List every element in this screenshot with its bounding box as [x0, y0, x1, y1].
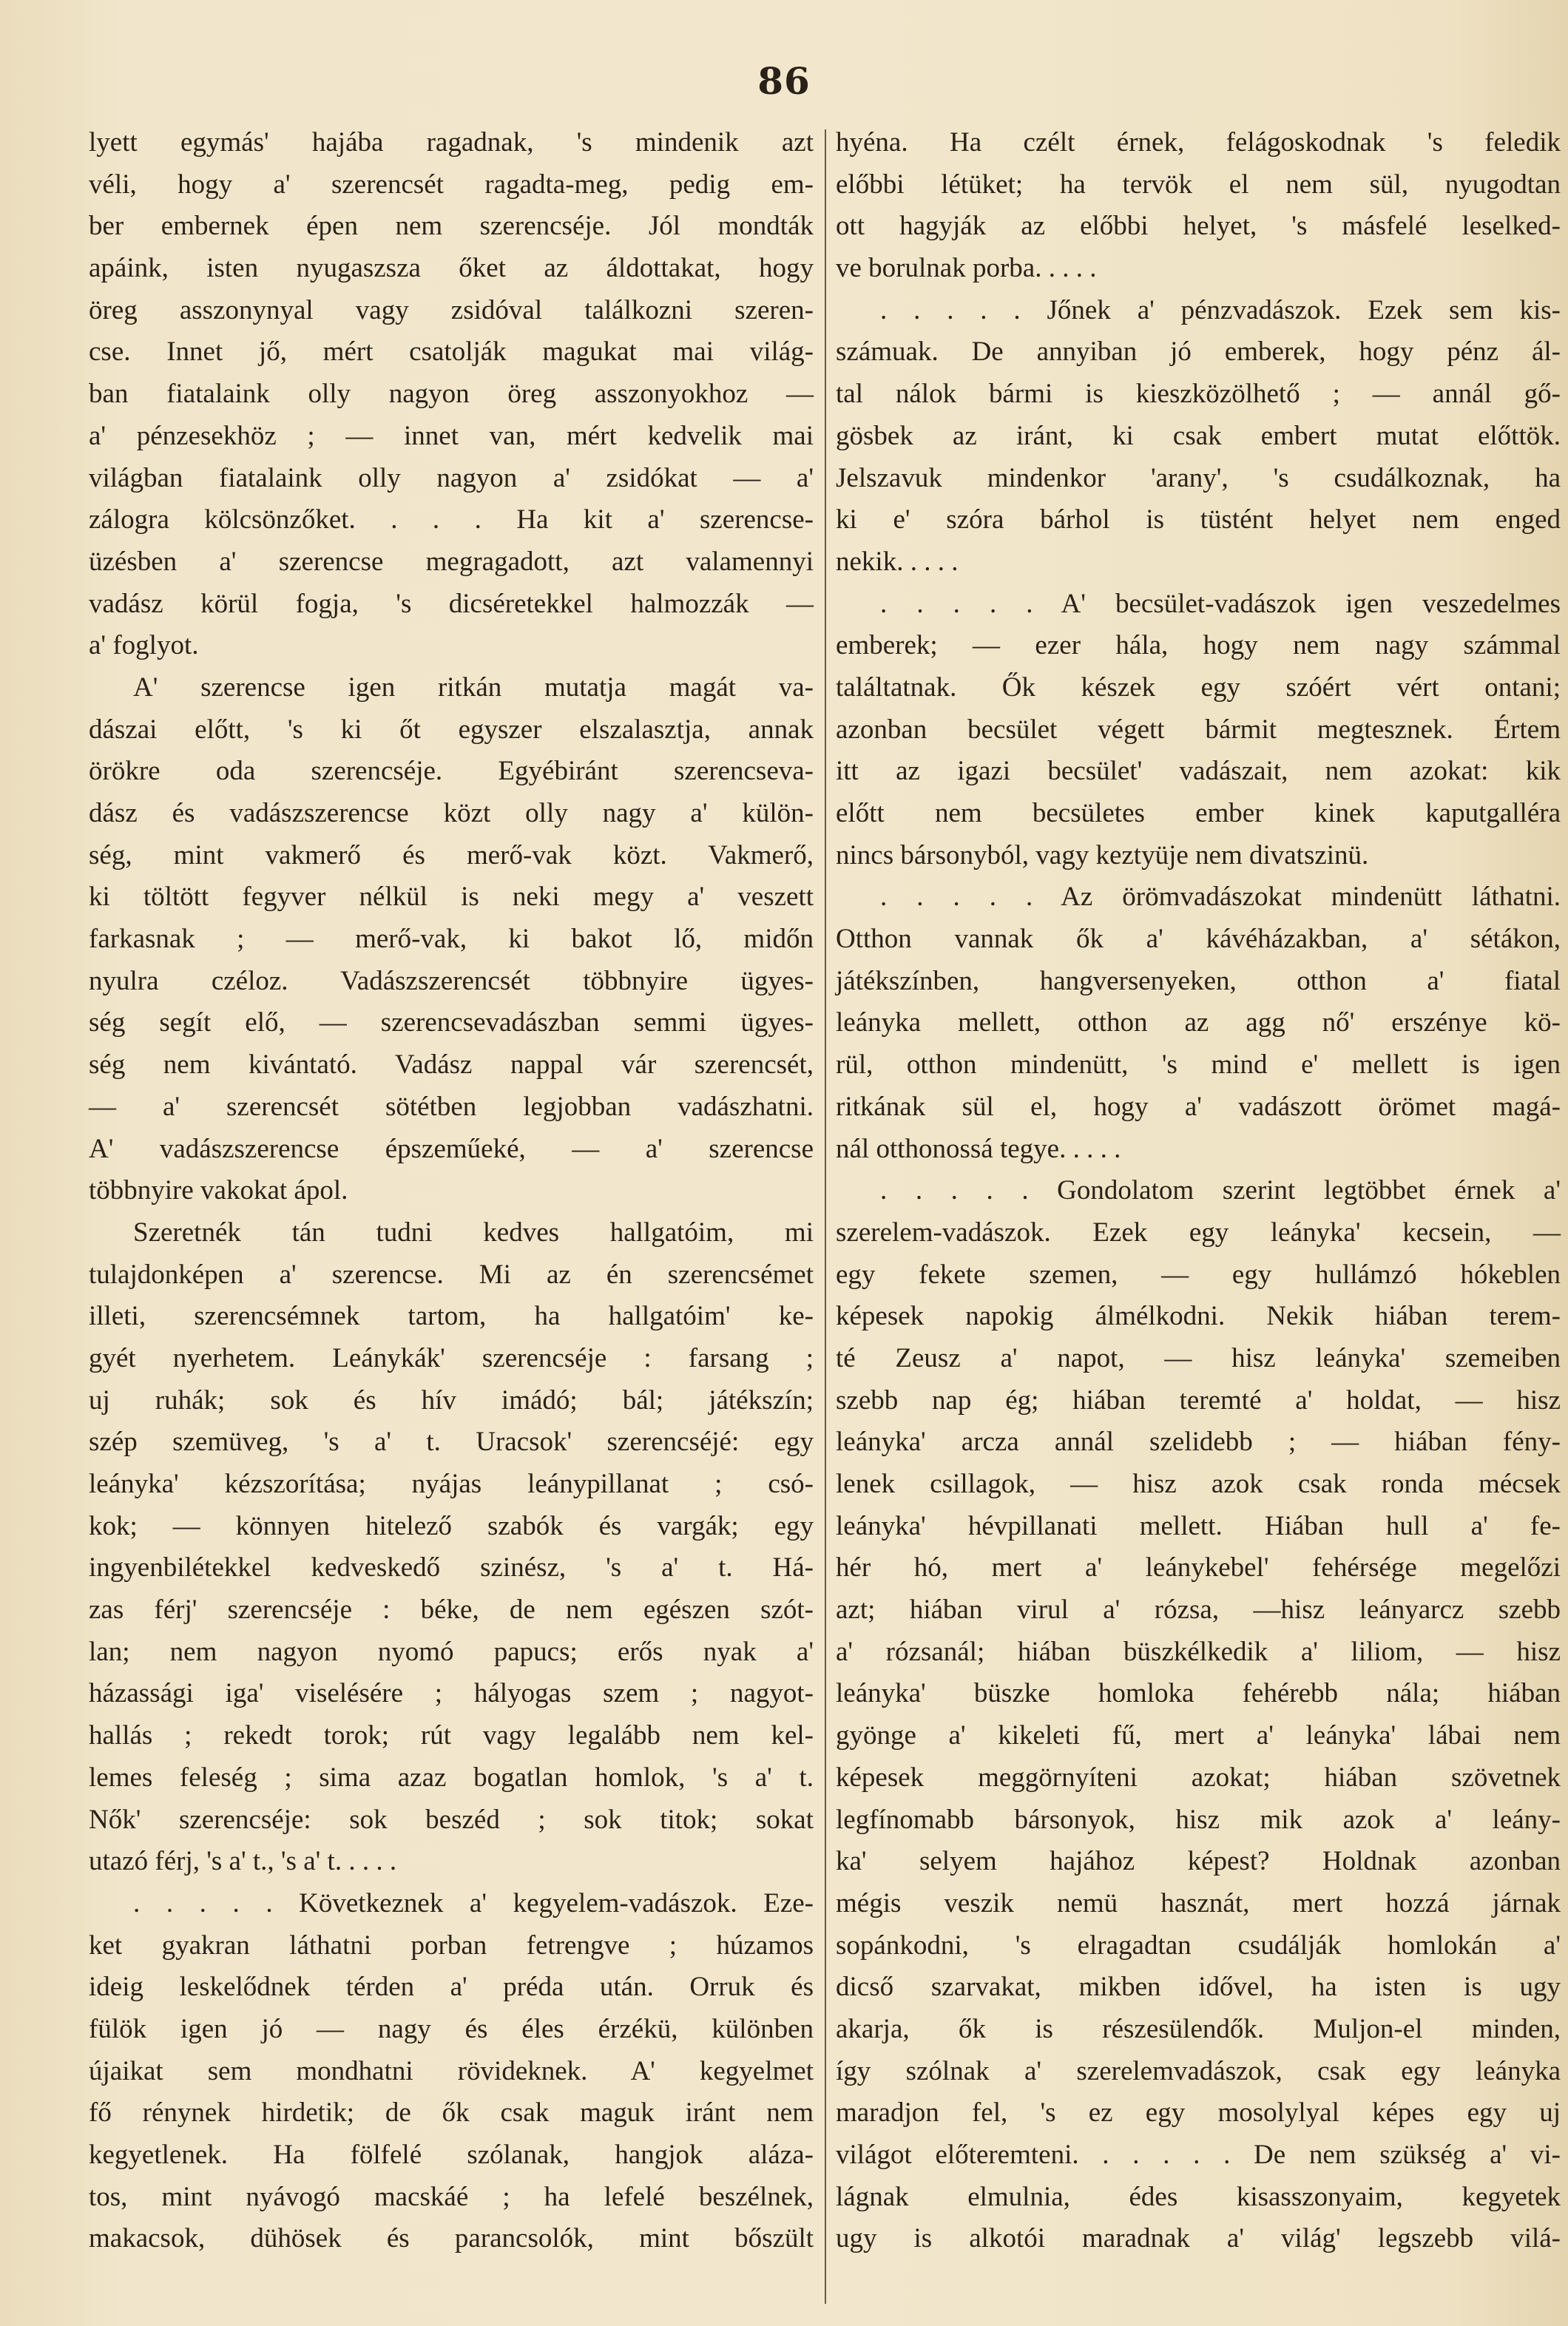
text-line: gyönge a' kikeleti fű, mert a' leányka' lábai nem: [836, 1720, 1561, 1751]
text-line: A' vadászszerencse épszeműeké, — a' szerencse: [89, 1133, 814, 1164]
text-line: cse. Innet jő, mért csatolják magukat mai világ-: [89, 337, 814, 368]
text-line: makacsok, dühösek és parancsolók, mint bőszült: [89, 2223, 814, 2254]
text-line: utazó férj, 's a' t., 's a' t. . . . .: [89, 1846, 397, 1877]
text-line: lan; nem nagyon nyomó papucs; erős nyak a': [89, 1636, 814, 1667]
text-line: ott hagyják az előbbi helyet, 's másfelé leselked-: [836, 211, 1561, 242]
text-line: egy fekete szemen, — egy hullámzó hókeblen: [836, 1259, 1561, 1290]
text-line: ber embernek épen nem szerencséje. Jól mondták: [89, 211, 814, 242]
text-line: A' szerencse igen ritkán mutatja magát va-: [133, 672, 814, 703]
text-line: szép szemüveg, 's a' t. Uracsok' szerencséjé: egy: [89, 1427, 814, 1458]
text-line: ideig leskelődnek térden a' préda után. Orruk és: [89, 1972, 814, 2003]
text-line: kegyetlenek. Ha fölfelé szólanak, hangjok aláza-: [89, 2140, 814, 2170]
text-line: Nők' szerencséje: sok beszéd ; sok titok; sokat: [89, 1804, 814, 1835]
text-line: zas férj' szerencséje : béke, de nem egészen szót-: [89, 1595, 814, 1626]
text-line: képesek meggörnyíteni azokat; hiában szövetnek: [836, 1762, 1561, 1793]
text-line: előtt nem becsületes ember kinek kaputgalléra: [836, 798, 1561, 828]
text-line: véli, hogy a' szerencsét ragadta-meg, pedig em-: [89, 169, 814, 200]
text-line: leányka mellett, otthon az agg nő' erszénye kö-: [836, 1007, 1561, 1038]
text-line: emberek; — ezer hála, hogy nem nagy számmal: [836, 630, 1561, 661]
text-line: leányka' arcza annál szelidebb ; — hiában fény-: [836, 1427, 1561, 1458]
text-line: itt az igazi becsület' vadászait, nem azokat: kik: [836, 756, 1561, 787]
text-line: apáink, isten nyugaszsza őket az áldottakat, hogy: [89, 253, 814, 284]
text-line: rül, otthon mindenütt, 's mind e' mellett is igen: [836, 1049, 1561, 1081]
text-line: . . . . . Az örömvadászokat mindenütt láthatni.: [880, 882, 1561, 913]
text-line: a' foglyot.: [89, 630, 199, 661]
text-line: nyulra czéloz. Vadászszerencsét többnyire ügyes-: [89, 965, 814, 996]
text-line: tulajdonképen a' szerencse. Mi az én szerencsémet: [89, 1259, 814, 1290]
text-line: öreg asszonynyal vagy zsidóval találkozni szeren-: [89, 294, 814, 325]
text-line: — a' szerencsét sötétben legjobban vadászhatni.: [89, 1091, 814, 1122]
text-line: azt; hiában virul a' rózsa, —hisz leányarcz szebb: [836, 1595, 1561, 1626]
text-line: hér hó, mert a' leánykebel' fehérsége megelőzi: [836, 1552, 1561, 1583]
page-number: 86: [757, 59, 811, 103]
text-line: ve borulnak porba. . . . .: [836, 253, 1097, 284]
text-line: előbbi létüket; ha tervök el nem sül, nyugodtan: [836, 169, 1561, 200]
text-line: fő rénynek hirdetik; de ők csak maguk iránt nem: [89, 2097, 814, 2129]
text-line: többnyire vakokat ápol.: [89, 1175, 348, 1206]
column-divider: [825, 129, 826, 2304]
text-line: fülök igen jó — nagy és éles érzékü, különben: [89, 2013, 814, 2044]
text-line: örökre oda szerencséje. Egyébiránt szerencseva-: [89, 756, 814, 787]
text-line: nincs bársonyból, vagy keztyüje nem divatszinü.: [836, 839, 1369, 870]
text-line: sopánkodni, 's elragadtan csudálják homlokán a': [836, 1930, 1561, 1961]
text-line: Jelszavuk mindenkor 'arany', 's csudálkoznak, ha: [836, 462, 1561, 493]
text-line: ség, mint vakmerő és merő-vak közt. Vakmerő,: [89, 839, 814, 870]
text-line: . . . . . Következnek a' kegyelem-vadászok. Eze-: [133, 1887, 814, 1918]
text-line: üzésben a' szerencse megragadott, azt valamennyi: [89, 546, 814, 577]
text-line: ban fiatalaink olly nagyon öreg asszonyokhoz —: [89, 379, 814, 410]
text-line: Otthon vannak ők a' kávéházakban, a' sétákon,: [836, 924, 1561, 955]
text-line: ugy is alkotói maradnak a' világ' legszebb vilá-: [836, 2223, 1561, 2254]
text-line: azonban becsület végett bármit megtesznek. Értem: [836, 714, 1561, 745]
text-line: képesek napokig álmélkodni. Nekik hiában terem-: [836, 1301, 1561, 1332]
text-line: lágnak elmulnia, édes kisasszonyaim, kegyetek: [836, 2181, 1561, 2212]
text-line: leányka' büszke homloka fehérebb nála; hiában: [836, 1678, 1561, 1709]
text-line: leányka' kézszorítása; nyájas leánypillanat ; csó-: [89, 1469, 814, 1499]
text-line: leányka' hévpillanati mellett. Hiában hull a' fe-: [836, 1510, 1561, 1541]
text-line: dász és vadászszerencse közt olly nagy a' külön-: [89, 798, 814, 828]
text-line: . . . . . Gondolatom szerint legtöbbet érnek a': [880, 1175, 1561, 1206]
text-line: gyét nyerhetem. Leánykák' szerencséje : farsang ;: [89, 1342, 814, 1373]
text-line: ket gyakran láthatni porban fetrengve ; húzamos: [89, 1930, 814, 1961]
text-line: farkasnak ; — merő-vak, ki bakot lő, midőn: [89, 924, 814, 955]
text-line: ki e' szóra bárhol is tüstént helyet nem enged: [836, 504, 1561, 535]
text-line: té Zeusz a' napot, — hisz leányka' szemeiben: [836, 1342, 1561, 1373]
text-line: hyéna. Ha czélt érnek, felágoskodnak 's feledik: [836, 127, 1561, 158]
text-line: számuak. De annyiban jó emberek, hogy pénz ál-: [836, 337, 1561, 368]
text-line: uj ruhák; sok és hív imádó; bál; játékszín;: [89, 1385, 814, 1416]
text-line: maradjon fel, 's ez egy mosolylyal képes egy uj: [836, 2097, 1561, 2129]
text-line: találtatnak. Ők készek egy szóért vért ontani;: [836, 672, 1561, 703]
text-line: lenek csillagok, — hisz azok csak ronda mécsek: [836, 1469, 1561, 1499]
text-line: ritkának sül el, hogy a' vadászott örömet magá-: [836, 1091, 1561, 1122]
text-line: szebb nap ég; hiában teremté a' holdat, — hisz: [836, 1385, 1561, 1416]
text-line: lyett egymás' hajába ragadnak, 's mindenik azt: [89, 127, 814, 158]
left-text-column: [89, 122, 814, 2260]
text-line: kok; — könnyen hitelező szabók és vargák; egy: [89, 1510, 814, 1541]
text-line: . . . . . Jőnek a' pénzvadászok. Ezek sem kis-: [880, 294, 1561, 325]
text-line: ka' selyem hajához képest? Holdnak azonban: [836, 1846, 1561, 1877]
right-text-column: [836, 122, 1561, 2260]
text-line: zálogra kölcsönzőket. . . . Ha kit a' szerencse-: [89, 504, 814, 535]
text-line: nekik. . . . .: [836, 546, 959, 577]
text-line: játékszínben, hangversenyeken, otthon a' fiatal: [836, 965, 1561, 996]
text-line: akarja, ők is részesülendők. Muljon-el minden,: [836, 2013, 1561, 2044]
text-line: dicső szarvakat, mikben idővel, ha isten is ugy: [836, 1972, 1561, 2003]
text-line: hallás ; rekedt torok; rút vagy legalább nem kel-: [89, 1720, 814, 1751]
text-line: Szeretnék tán tudni kedves hallgatóim, mi: [133, 1217, 814, 1248]
text-line: ség nem kivántató. Vadász nappal vár szerencsét,: [89, 1049, 814, 1081]
text-line: illeti, szerencsémnek tartom, ha hallgatóim' ke-: [89, 1301, 814, 1332]
text-line: tal nálok bármi is kieszközölhető ; — annál gő-: [836, 379, 1561, 410]
text-line: mégis veszik nemü hasznát, mert hozzá járnak: [836, 1887, 1561, 1918]
text-line: újaikat sem mondhatni rövideknek. A' kegyelmet: [89, 2055, 814, 2086]
text-line: házassági iga' viselésére ; hályogas szem ; nagyot-: [89, 1678, 814, 1709]
text-line: dászai előtt, 's ki őt egyszer elszalasztja, annak: [89, 714, 814, 745]
text-line: ingyenbilétekkel kedveskedő szinész, 's a' t. Há-: [89, 1552, 814, 1583]
text-line: ség segít elő, — szerencsevadászban semmi ügyes-: [89, 1007, 814, 1038]
text-line: lemes feleség ; sima azaz bogatlan homlok, 's a' t.: [89, 1762, 814, 1793]
text-line: tos, mint nyávogó macskáé ; ha lefelé beszélnek,: [89, 2181, 814, 2212]
text-line: . . . . . A' becsület-vadászok igen veszedelmes: [880, 588, 1561, 619]
text-line: világban fiatalaink olly nagyon a' zsidókat — a': [89, 462, 814, 493]
text-line: a' rózsanál; hiában büszkélkedik a' liliom, — hisz: [836, 1636, 1561, 1667]
text-line: gösbek az iránt, ki csak embert mutat előttök.: [836, 420, 1561, 451]
text-line: szerelem-vadászok. Ezek egy leányka' kecsein, —: [836, 1217, 1561, 1248]
text-line: legfínomabb bársonyok, hisz mik azok a' leány-: [836, 1804, 1561, 1835]
text-line: ki töltött fegyver nélkül is neki megy a' veszett: [89, 882, 814, 913]
text-line: így szólnak a' szerelemvadászok, csak egy leányka: [836, 2055, 1561, 2086]
text-line: vadász körül fogja, 's dicséretekkel halmozzák —: [89, 588, 814, 619]
text-line: a' pénzesekhöz ; — innet van, mért kedvelik mai: [89, 420, 814, 451]
text-line: világot előteremteni. . . . . . De nem szükség a' vi-: [836, 2140, 1561, 2170]
text-line: nál otthonossá tegye. . . . .: [836, 1133, 1121, 1164]
